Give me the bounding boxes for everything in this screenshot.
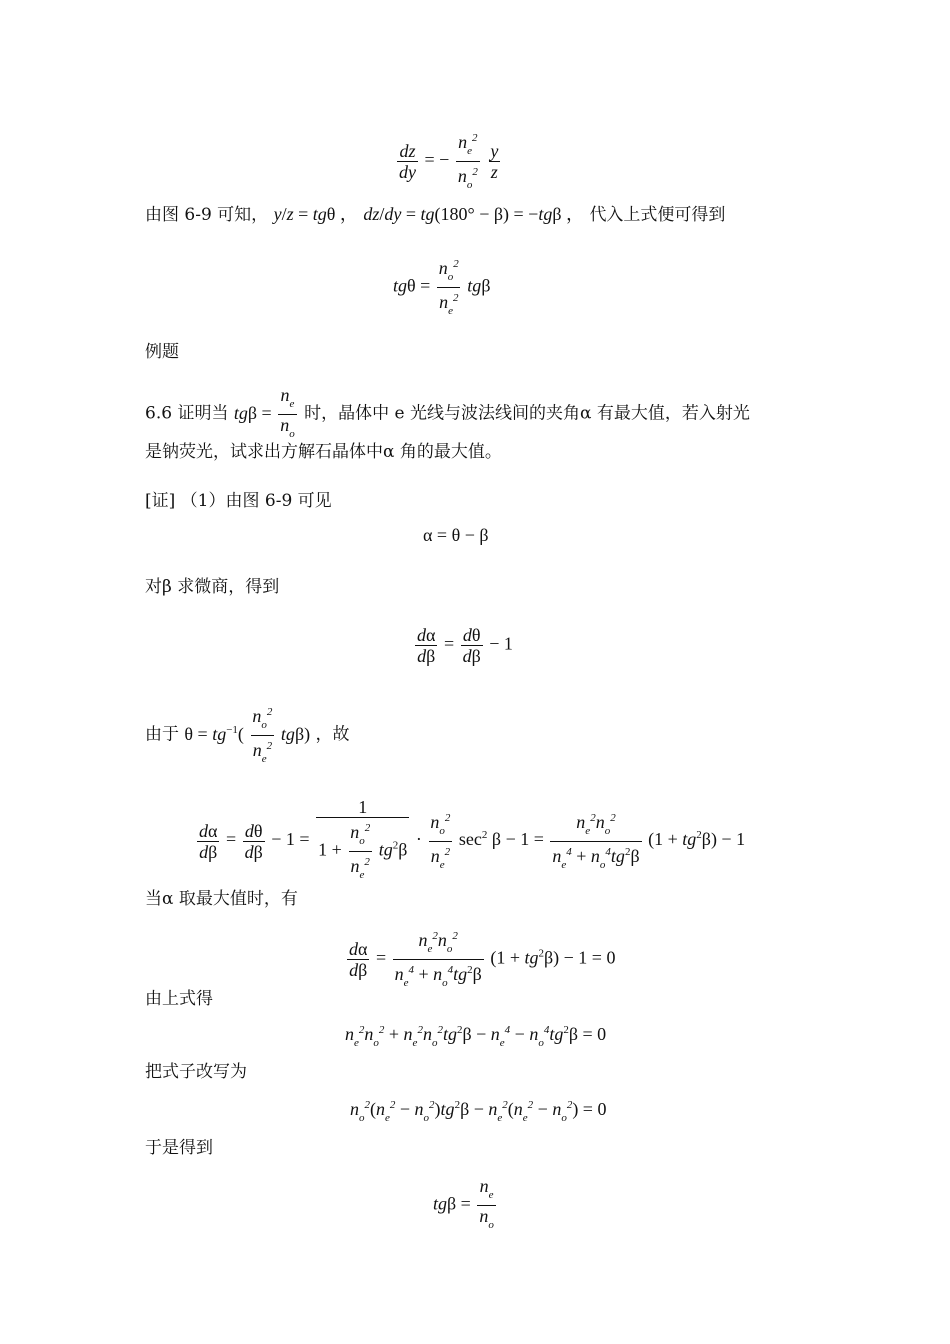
thus-line: 于是得到 — [145, 1138, 213, 1158]
max-line: 当α 取最大值时，有 — [145, 889, 298, 909]
since-line — [145, 702, 350, 769]
problem-line-2: 是钠荧光，试求出方解石晶体中α 角的最大值。 — [145, 442, 502, 462]
problem-line-1 — [145, 385, 750, 444]
since-pre: 由于 — [145, 724, 179, 745]
equation-3: α = θ − β — [423, 525, 489, 545]
derivative-line: 对β 求微商，得到 — [145, 577, 280, 597]
problem-text-1: 证明当 — [177, 403, 229, 424]
intro-math-1: y/z = tgθ ， — [273, 204, 358, 224]
equation-1: $\frac{dz}{dy}$ = − $\frac{n_e^2}{n_o^2}$ $\frac{y}{z}$ — [395, 128, 502, 195]
since-math: $\theta = tg^{-1}$( $\frac{n_o^2}{n_e^2}$ tgβ) — [184, 724, 310, 744]
equation-6: $\frac{d\alpha}{d\beta}$ = $\frac{n_e^2n_o^2}{n_e^4 + n_o^4tg^2\beta}$ $(1 + tg^2\beta) - 1 = 0$ — [345, 926, 615, 993]
intro-text: 由图 6-9 可知， — [145, 205, 269, 225]
example-heading: 例题 — [145, 342, 179, 362]
problem-number: 6.6 — [145, 403, 173, 424]
equation-9: tgβ = $\frac{n_e}{n_o}$ — [433, 1176, 498, 1235]
equation-7: $n_e^2n_o^2 + n_e^2n_o^2tg^2\beta - n_e^4 - n_o^4tg^2\beta = 0$ — [345, 1024, 607, 1049]
equation-4: $\frac{d\alpha}{d\beta}$ = $\frac{d\theta}{d\beta}$ − 1 — [417, 625, 513, 666]
proof-label: [证] — [145, 491, 176, 511]
proof-text: （1）由图 6-9 可见 — [180, 491, 332, 511]
rewrite-line: 把式子改写为 — [145, 1062, 247, 1082]
problem-text-2: 时，晶体中 e 光线与波法线间的夹角α 有最大值，若入射光 — [304, 403, 750, 424]
equation-5: $\frac{d\alpha}{d\beta}$ = $\frac{d\theta}{d\beta}$ − 1 = 1 1 + $\frac{n_o^2}{n_e^2}$ $tg^2\beta$ · $\frac{n_o^2}{n_e^2}$ $\sec^2 \beta - 1$ = $\frac{n_e^2n_o^2}{n_e^4 + n_o^4tg^2\beta}$ $(1 + tg^2\beta) - 1$ — [195, 797, 745, 885]
problem-math: tgβ = $\frac{n_e}{n_o}$ — [234, 403, 299, 423]
intro-line — [145, 203, 725, 226]
equation-2: tgθ = $\frac{n_o^2}{n_e^2}$ tgβ — [393, 254, 490, 321]
since-post: ，故 — [315, 724, 350, 745]
equation-8: $n_o^2(n_e^2 - n_o^2)tg^2\beta - n_e^2(n_e^2 - n_o^2) = 0$ — [350, 1099, 607, 1124]
from-line: 由上式得 — [145, 989, 213, 1009]
intro-post: 代入上式便可得到 — [589, 205, 726, 225]
intro-math-2: dz/dy = tg(180° − β) = −tgβ ， — [363, 204, 585, 224]
proof-line — [145, 490, 332, 512]
